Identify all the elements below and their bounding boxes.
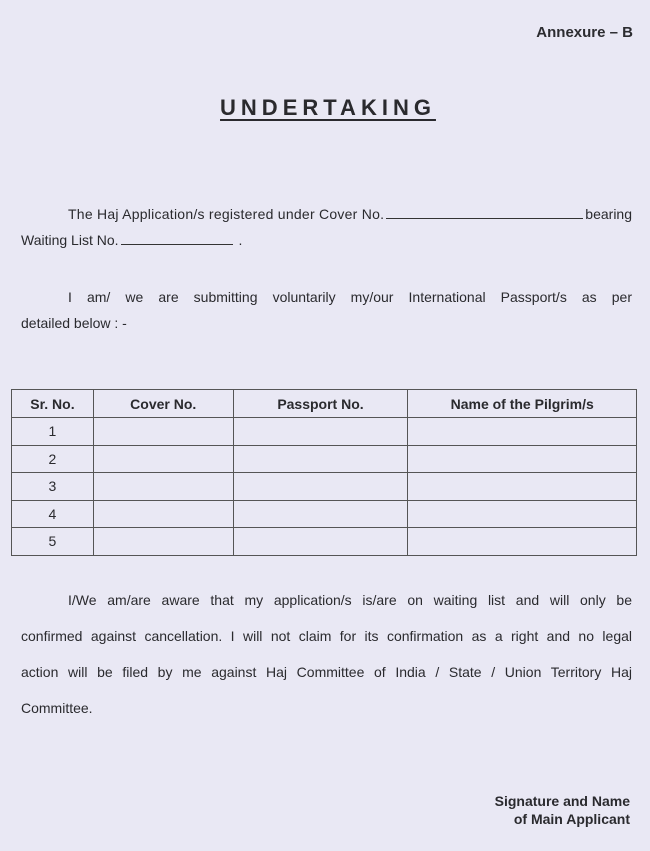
- table-row: [12, 473, 637, 501]
- signature-line-1: Signature and Name: [494, 793, 630, 809]
- document-title: UNDERTAKING: [220, 95, 436, 120]
- waiting-list-label: Waiting List No.: [21, 232, 119, 248]
- table-header-row: [12, 390, 637, 418]
- submission-line-2: detailed below : -: [21, 315, 127, 331]
- waiting-list-end: .: [238, 232, 243, 248]
- pilgrim-name-cell[interactable]: [408, 500, 637, 528]
- awareness-line-4: Committee.: [21, 700, 93, 716]
- cover-line-start: The Haj Application/s registered under Cover No.: [68, 206, 385, 222]
- passport-no-cell[interactable]: [233, 528, 408, 556]
- cover-no-cell[interactable]: [93, 500, 233, 528]
- col-header-sr-no: Sr. No.: [12, 390, 94, 418]
- waiting-list-line: [21, 227, 632, 253]
- pilgrim-name-cell[interactable]: [408, 445, 637, 473]
- table-row: [12, 500, 637, 528]
- pilgrim-name-cell[interactable]: [408, 418, 637, 446]
- sr-no-cell: 3: [12, 473, 94, 501]
- submission-line-1: I am/ we are submitting voluntarily my/our International Passport/s as per: [68, 289, 632, 305]
- passport-no-cell[interactable]: [233, 500, 408, 528]
- passport-table: [11, 389, 637, 556]
- table-row: [12, 445, 637, 473]
- awareness-line-1: I/We am/are aware that my application/s is/are on waiting list and will only be: [68, 592, 632, 608]
- cover-no-blank[interactable]: [386, 217, 583, 219]
- cover-line-end: bearing: [585, 206, 632, 222]
- cover-no-cell[interactable]: [93, 418, 233, 446]
- col-header-cover-no: Cover No.: [93, 390, 233, 418]
- passport-no-cell[interactable]: [233, 473, 408, 501]
- table-row: [12, 528, 637, 556]
- cover-no-cell[interactable]: [93, 473, 233, 501]
- sr-no-cell: 4: [12, 500, 94, 528]
- awareness-line-3: action will be filed by me against Haj Committee of India / State / Union Territory Haj: [21, 664, 632, 680]
- signature-block: [495, 792, 630, 828]
- pilgrim-name-cell[interactable]: [408, 473, 637, 501]
- sr-no-cell: 5: [12, 528, 94, 556]
- cover-line: [21, 201, 632, 227]
- sr-no-cell: 1: [12, 418, 94, 446]
- col-header-passport-no: Passport No.: [233, 390, 408, 418]
- col-header-pilgrim-name: Name of the Pilgrim/s: [408, 390, 637, 418]
- sr-no-cell: 2: [12, 445, 94, 473]
- passport-no-cell[interactable]: [233, 418, 408, 446]
- cover-no-cell[interactable]: [93, 445, 233, 473]
- waiting-list-blank[interactable]: [121, 243, 233, 245]
- cover-no-cell[interactable]: [93, 528, 233, 556]
- pilgrim-name-cell[interactable]: [408, 528, 637, 556]
- awareness-paragraph: [21, 582, 632, 726]
- signature-line-2: of Main Applicant: [513, 811, 630, 827]
- table-row: [12, 418, 637, 446]
- awareness-line-2: confirmed against cancellation. I will not claim for its confirmation as a right and no legal: [21, 628, 632, 644]
- cover-info-paragraph: [21, 201, 632, 253]
- passport-no-cell[interactable]: [233, 445, 408, 473]
- annexure-label: Annexure – B: [536, 24, 633, 41]
- submission-paragraph: [21, 284, 632, 336]
